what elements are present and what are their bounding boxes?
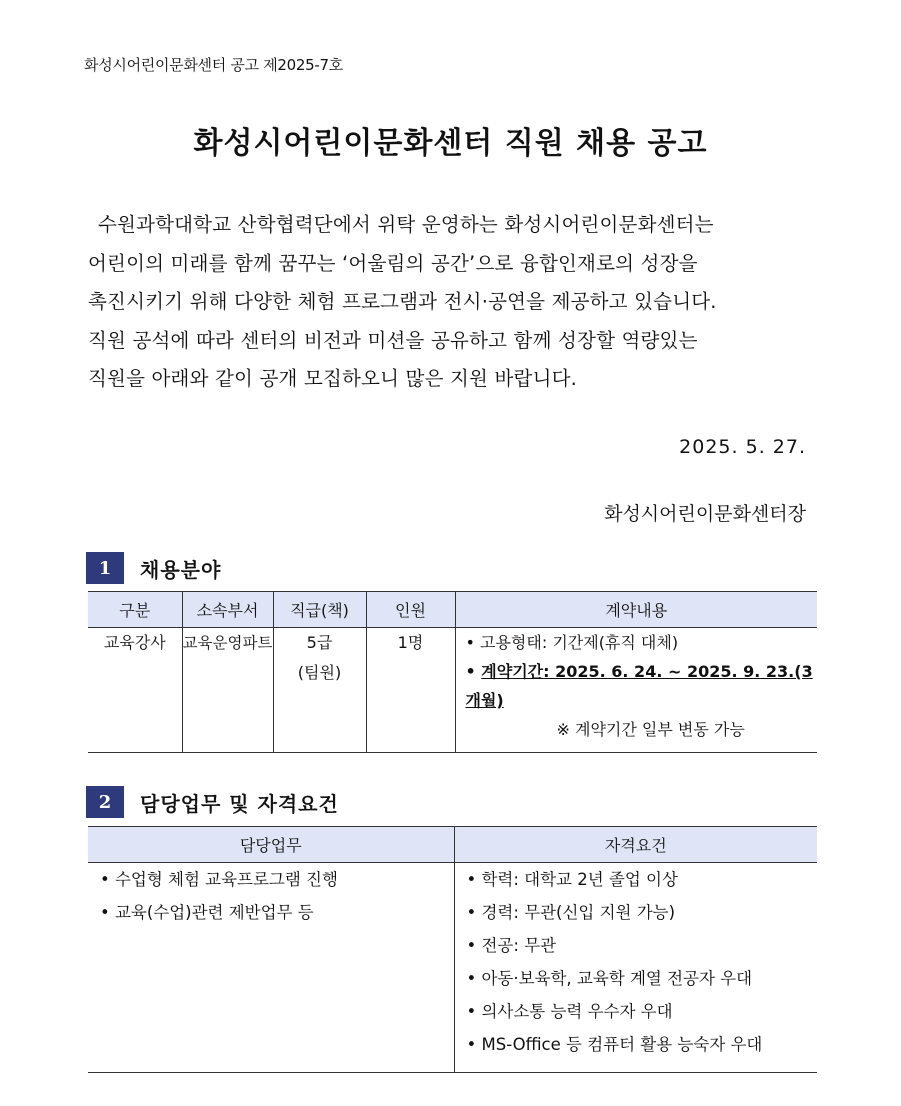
contract-note: ※ 계약기간 일부 변동 가능 [556,720,745,739]
table-header-row [88,592,817,628]
grade-cell [273,628,366,753]
contract-cell [455,628,817,753]
signer: 화성시어린이문화센터장 [604,503,806,525]
notice-date: 2025. 5. 27. [679,436,806,458]
section-2-heading [86,786,339,818]
list-item: • 전공: 무관 [467,929,818,962]
contract-period-label: 계약기간 [481,662,544,681]
duties-list [88,863,454,929]
column-header: 직급(책) [273,592,366,628]
duties-cell [88,863,454,1073]
column-header: 구분 [88,592,182,628]
intro-line: 직원 공석에 따라 센터의 비전과 미션을 공유하고 함께 성장할 역량있는 [88,328,698,352]
list-item: • 경력: 무관(신입 지원 가능) [467,896,818,929]
intro-line: 직원을 아래와 같이 공개 모집하오니 많은 지원 바랍니다. [88,367,578,390]
requirements-cell [454,863,817,1073]
intro-line: 어린이의 미래를 함께 꿈꾸는 ‘어울림의 공간’으로 융합인재로의 성장을 [88,251,698,275]
section-1-heading [86,552,221,584]
intro-line: 촉진시키기 위해 다양한 체험 프로그램과 전시·공연을 제공하고 있습니다. [88,290,717,313]
intro-line: 수원과학대학교 산학협력단에서 위탁 운영하는 화성시어린이문화센터는 [98,213,714,236]
employment-type: • 고용형태: 기간제(휴직 대체) [465,633,679,652]
grade-subtext: (팀원) [297,663,342,682]
contract-period [466,657,818,715]
list-item: • 아동·보육학, 교육학 계열 전공자 우대 [467,962,818,995]
column-header: 담당업무 [88,827,454,863]
table-row [88,863,817,1073]
requirements-list [455,863,818,1061]
list-item: • 의사소통 능력 우수자 우대 [467,995,818,1028]
contract-bullet: • [465,662,482,681]
department-cell: 교육운영파트 [182,628,273,753]
column-header: 계약내용 [455,592,817,628]
list-item: • 학력: 대학교 2년 졸업 이상 [467,863,818,896]
contract-period-value: : 2025. 6. 24. ~ 2025. 9. 23.(3개월) [465,662,813,710]
section-number-badge: 1 [86,552,124,584]
column-header: 소속부서 [182,592,273,628]
list-item: • 수업형 체험 교육프로그램 진행 [100,863,454,896]
grade-text: 5급 [306,633,333,652]
notice-number: 화성시어린이문화센터 공고 제2025-7호 [84,56,343,74]
recruitment-table [88,591,817,753]
list-item: • 교육(수업)관련 제반업무 등 [100,896,454,929]
headcount-cell: 1명 [366,628,455,753]
section-title: 채용분야 [140,557,222,582]
intro-paragraph [88,206,804,399]
column-header: 자격요건 [454,827,817,863]
page-title: 화성시어린이문화센터 직원 채용 공고 [193,126,708,161]
section-title: 담당업무 및 자격요건 [140,791,339,816]
category-cell: 교육강사 [88,628,182,753]
duties-requirements-table [88,826,817,1073]
column-header: 인원 [366,592,455,628]
section-number-badge: 2 [86,786,124,818]
table-row [88,628,817,753]
table-header-row [88,827,817,863]
list-item: • MS-Office 등 컴퓨터 활용 능숙자 우대 [467,1028,818,1061]
